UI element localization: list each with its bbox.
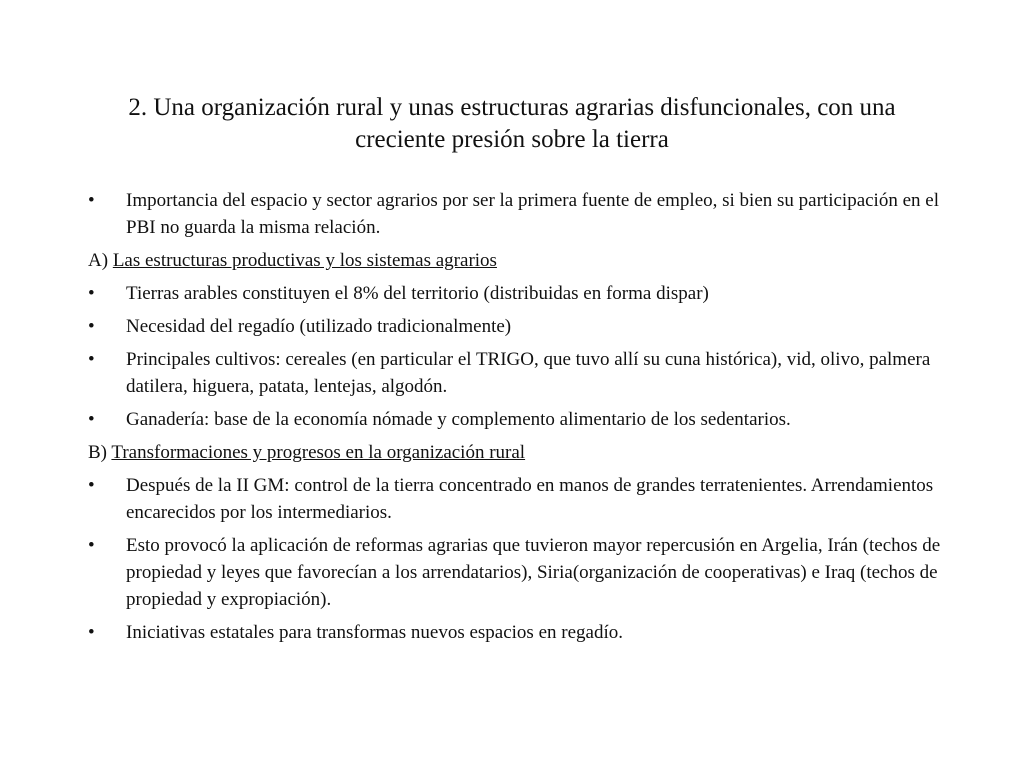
bullet-text: Iniciativas estatales para transformas nuevos espacios en regadío. bbox=[126, 622, 623, 643]
bullet-text: Necesidad del regadío (utilizado tradicionalmente) bbox=[126, 316, 512, 337]
bullet-glyph: • bbox=[88, 190, 95, 211]
section-prefix: B) bbox=[88, 442, 112, 463]
section-title: Las estructuras productivas y los sistemas agrarios bbox=[112, 250, 497, 271]
section-title: Transformaciones y progresos en la organización rural bbox=[111, 442, 526, 463]
bullet-item bbox=[88, 406, 944, 433]
bullet-glyph: • bbox=[88, 316, 95, 337]
section-heading bbox=[88, 247, 944, 274]
slide-content bbox=[88, 187, 944, 652]
bullet-item bbox=[88, 187, 944, 241]
bullet-text: Después de la II GM: control de la tierra concentrado en manos de grandes terratenientes. Arrendamientos encarecidos por los intermediarios. bbox=[126, 475, 934, 523]
section-prefix: A) bbox=[88, 250, 113, 271]
bullet-text: Tierras arables constituyen el 8% del territorio (distribuidas en forma dispar) bbox=[126, 283, 709, 304]
bullet-item bbox=[88, 346, 944, 400]
bullet-text: Importancia del espacio y sector agrarios por ser la primera fuente de empleo, si bien su participación en el PBI no guarda la misma relación. bbox=[126, 190, 939, 238]
bullet-text: Esto provocó la aplicación de reformas agrarias que tuvieron mayor repercusión en Argelia, Irán (techos de propiedad y leyes que favorecían a los arrendatarios), Siria(organización de cooperativas) e Iraq (techos de propiedad y expropiación). bbox=[126, 535, 941, 610]
bullet-glyph: • bbox=[88, 409, 95, 430]
bullet-item bbox=[88, 619, 944, 646]
bullet-glyph: • bbox=[88, 535, 95, 556]
bullet-text: Principales cultivos: cereales (en particular el TRIGO, que tuvo allí su cuna histórica), vid, olivo, palmera datilera, higuera, patata, lentejas, algodón. bbox=[126, 349, 931, 397]
section-heading bbox=[88, 439, 944, 466]
bullet-item bbox=[88, 280, 944, 307]
slide-title: 2. Una organización rural y unas estructuras agrarias disfuncionales, con una creciente presión sobre la tierra bbox=[128, 94, 896, 153]
bullet-glyph: • bbox=[88, 475, 95, 496]
bullet-glyph: • bbox=[88, 349, 95, 370]
bullet-glyph: • bbox=[88, 622, 95, 643]
bullet-text: Ganadería: base de la economía nómade y complemento alimentario de los sedentarios. bbox=[126, 409, 791, 430]
bullet-item bbox=[88, 313, 944, 340]
bullet-glyph: • bbox=[88, 283, 95, 304]
bullet-item bbox=[88, 532, 944, 613]
bullet-item bbox=[88, 472, 944, 526]
